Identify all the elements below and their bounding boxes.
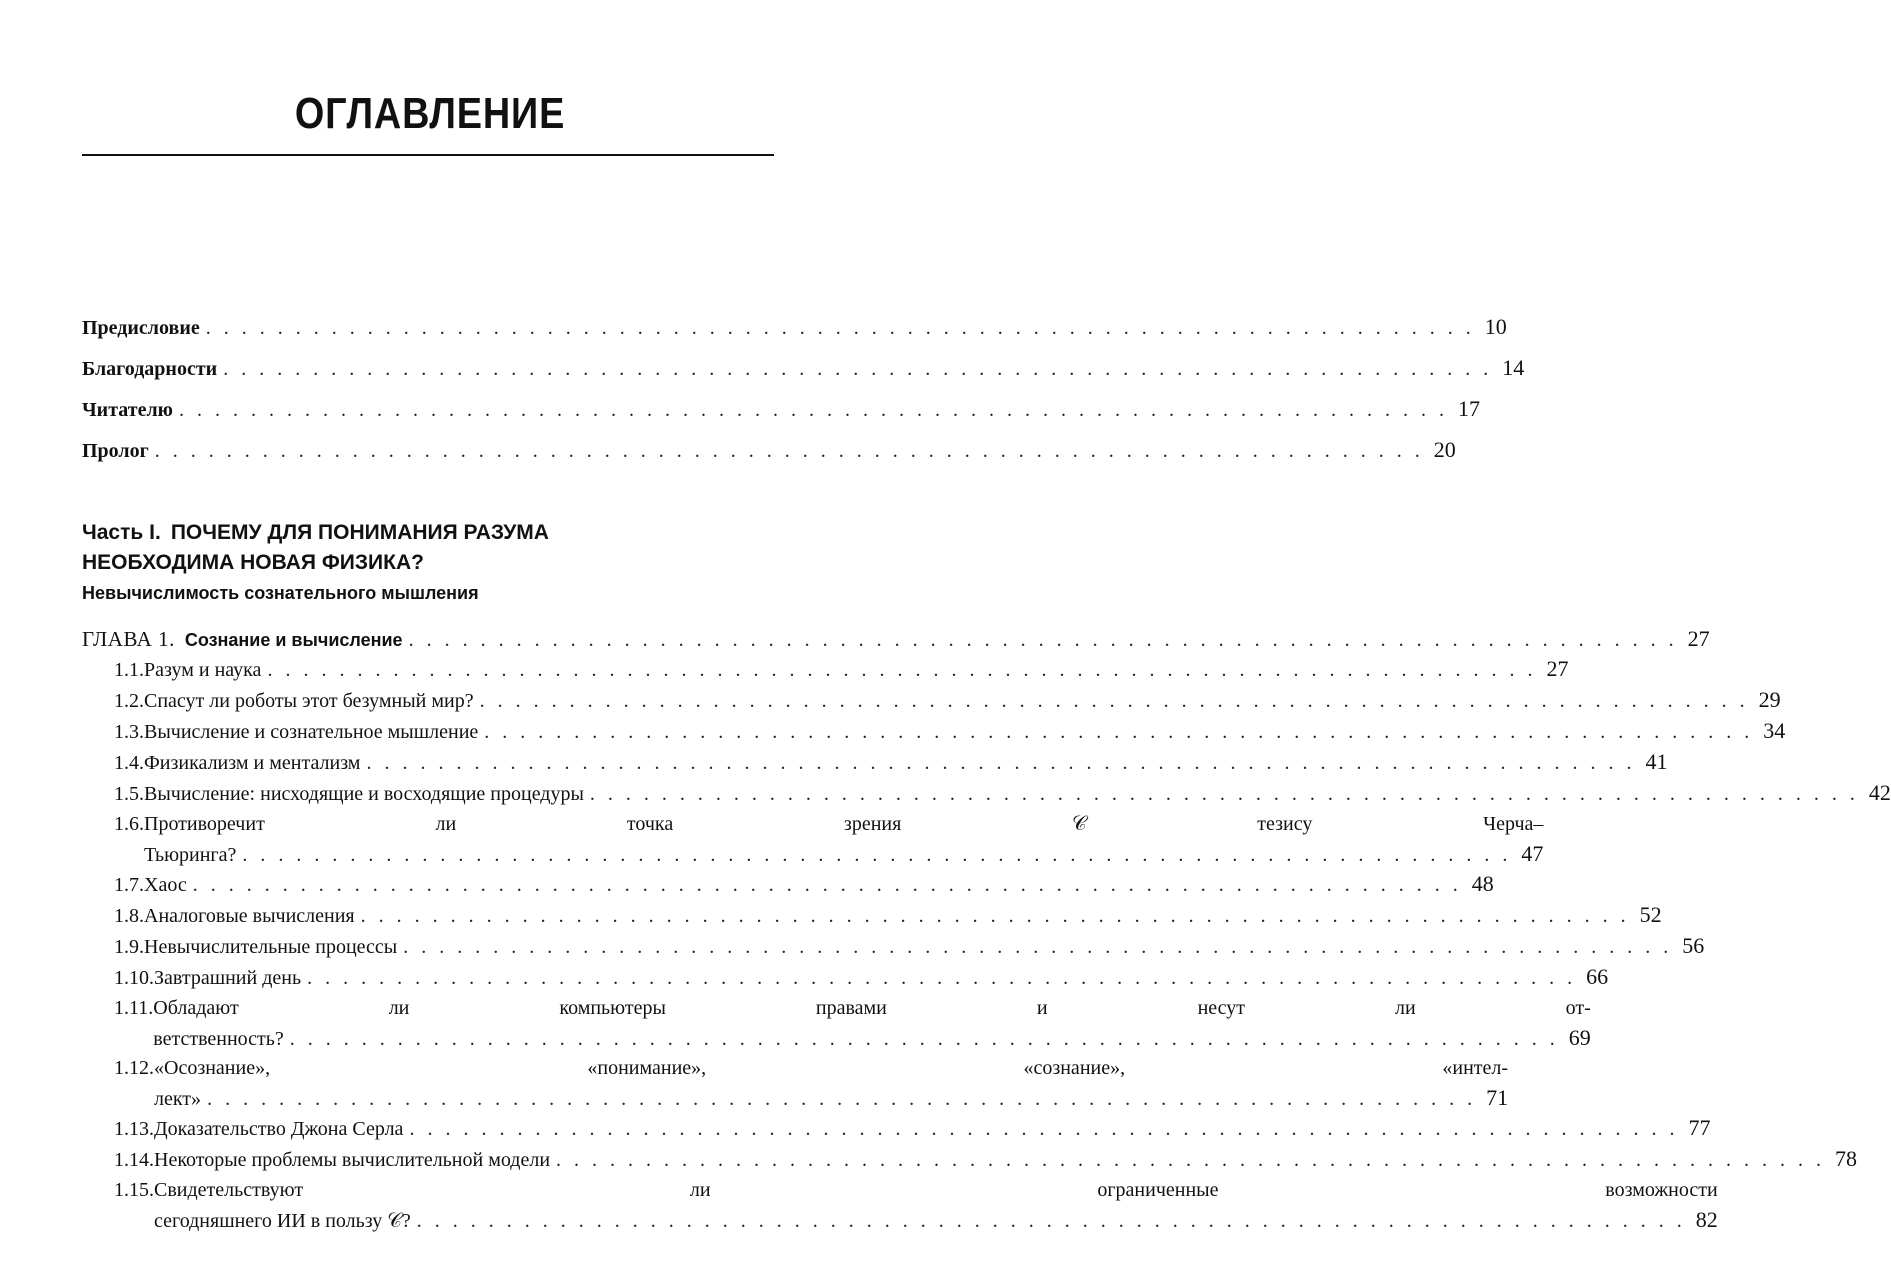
section-title: Вычисление: нисходящие и восходящие процедуры — [144, 783, 584, 805]
page-number: 77 — [1688, 1115, 1711, 1140]
dot-leader — [267, 655, 1536, 685]
section-title: сегодняшнего ИИ в пользу 𝒞? — [154, 1210, 411, 1232]
dot-leader — [484, 717, 1753, 747]
part-subtitle: Невычислимость сознательного мышления — [82, 583, 479, 603]
section-number: 1.4. — [114, 752, 144, 774]
dot-leader — [206, 311, 1475, 345]
toc-entry[interactable] — [82, 778, 1891, 809]
section-title: Невычислительные процессы — [144, 936, 398, 958]
page-number: 71 — [1486, 1085, 1509, 1110]
toc-entry[interactable] — [82, 654, 1569, 685]
page-number: 52 — [1639, 902, 1662, 927]
section-number: 1.5. — [114, 783, 144, 805]
section-number: 1.9. — [114, 936, 144, 958]
dot-leader — [556, 1145, 1825, 1175]
page-number: 82 — [1695, 1207, 1718, 1232]
section-number: 1.12. — [114, 1057, 154, 1079]
toc-entry[interactable] — [82, 747, 1668, 778]
page-number: 66 — [1586, 964, 1609, 989]
dot-leader — [155, 434, 1424, 468]
page-number: 20 — [1433, 437, 1456, 462]
toc-entry[interactable] — [82, 1144, 1858, 1175]
dot-leader — [361, 901, 1630, 931]
page-title: ОГЛАВЛЕНИЕ — [294, 89, 566, 138]
chapter-label: ГЛАВА 1. — [82, 627, 175, 651]
dot-leader — [409, 625, 1678, 655]
page-number: 27 — [1687, 626, 1710, 651]
page-number: 34 — [1763, 718, 1786, 743]
page-number: 69 — [1568, 1025, 1591, 1050]
front-matter-label: Благодарности — [82, 358, 218, 380]
section-number: 1.13. — [114, 1118, 154, 1140]
toc-entry[interactable] — [82, 869, 1494, 900]
chapter-title: Сознание и вычисление — [184, 630, 403, 650]
section-title: Вычисление и сознательное мышление — [144, 721, 479, 743]
section-title: Аналоговые вычисления — [144, 905, 355, 927]
section-title: Некоторые проблемы вычислительной модели — [154, 1149, 551, 1171]
section-title: ветственность? — [153, 1028, 284, 1050]
front-matter-item[interactable] — [82, 351, 1525, 392]
title-rule — [82, 154, 774, 156]
dot-leader — [179, 393, 1448, 427]
chapter-heading[interactable] — [82, 624, 1710, 654]
section-title: Хаос — [144, 874, 187, 896]
toc-entry[interactable] — [82, 900, 1662, 931]
section-title: Противоречит ли точка зрения 𝒞 тезису Черча– — [144, 813, 1544, 835]
section-title: Физикализм и ментализм — [144, 752, 361, 774]
front-matter-item[interactable] — [82, 392, 1480, 433]
toc-entry[interactable] — [82, 993, 1591, 1053]
page-number: 47 — [1521, 841, 1544, 866]
section-list — [82, 654, 1891, 1235]
page-number: 56 — [1682, 933, 1705, 958]
section-number: 1.15. — [114, 1179, 154, 1201]
front-matter-label: Читателю — [82, 399, 173, 421]
section-title: Обладают ли компьютеры правами и несут ли от- — [153, 997, 1591, 1019]
dot-leader — [590, 779, 1859, 809]
toc-entry[interactable] — [82, 962, 1609, 993]
front-matter-list — [82, 310, 1525, 474]
toc-entry[interactable] — [82, 1175, 1718, 1235]
section-number: 1.11. — [114, 997, 154, 1019]
dot-leader — [366, 748, 1635, 778]
toc-entry[interactable] — [82, 809, 1544, 869]
page-number: 42 — [1868, 780, 1891, 805]
section-number: 1.7. — [114, 874, 144, 896]
page-number: 29 — [1758, 687, 1781, 712]
dot-leader — [403, 932, 1672, 962]
section-number: 1.3. — [114, 721, 144, 743]
section-number: 1.2. — [114, 690, 144, 712]
dot-leader — [242, 840, 1511, 870]
front-matter-label: Пролог — [82, 440, 149, 462]
page-number: 10 — [1484, 314, 1507, 339]
front-matter-item[interactable] — [82, 433, 1456, 474]
dot-leader — [307, 963, 1576, 993]
dot-leader — [290, 1024, 1559, 1054]
page-number: 27 — [1546, 656, 1569, 681]
section-number: 1.8. — [114, 905, 144, 927]
section-title: «Осознание», «понимание», «сознание», «интел- — [154, 1057, 1509, 1079]
part-label: Часть I. — [82, 521, 161, 544]
section-number: 1.10. — [114, 967, 154, 989]
section-title: Спасут ли роботы этот безумный мир? — [144, 690, 474, 712]
page-number: 78 — [1835, 1146, 1858, 1171]
toc-entry[interactable] — [82, 685, 1781, 716]
section-title: Свидетельствуют ли ограниченные возможности — [154, 1179, 1718, 1201]
section-number: 1.6. — [114, 813, 144, 835]
section-title: Разум и наука — [144, 659, 262, 681]
page-number: 14 — [1502, 355, 1525, 380]
page-number: 17 — [1457, 396, 1480, 421]
dot-leader — [223, 352, 1492, 386]
front-matter-label: Предисловие — [82, 317, 200, 339]
part-title-line1: ПОЧЕМУ ДЛЯ ПОНИМАНИЯ РАЗУМА — [170, 521, 549, 544]
toc-entry[interactable] — [82, 931, 1705, 962]
part-title-line2: НЕОБХОДИМА НОВАЯ ФИЗИКА? — [82, 551, 424, 574]
toc-entry[interactable] — [82, 1113, 1711, 1144]
dot-leader — [417, 1206, 1686, 1236]
section-title: лект» — [154, 1088, 202, 1110]
dot-leader — [207, 1084, 1476, 1114]
dot-leader — [409, 1114, 1678, 1144]
page-number: 48 — [1471, 871, 1494, 896]
part-title-line — [82, 518, 782, 548]
section-title: Доказательство Джона Серла — [154, 1118, 404, 1140]
toc-entry[interactable] — [82, 1053, 1509, 1113]
front-matter-item[interactable] — [82, 310, 1507, 351]
section-title: Тьюринга? — [144, 844, 237, 866]
part-heading — [82, 518, 782, 608]
page-number: 41 — [1645, 749, 1668, 774]
toc-entry[interactable] — [82, 716, 1786, 747]
section-number: 1.14. — [114, 1149, 154, 1171]
section-number: 1.1. — [114, 659, 144, 681]
section-title: Завтрашний день — [154, 967, 302, 989]
dot-leader — [480, 686, 1749, 716]
dot-leader — [193, 870, 1462, 900]
